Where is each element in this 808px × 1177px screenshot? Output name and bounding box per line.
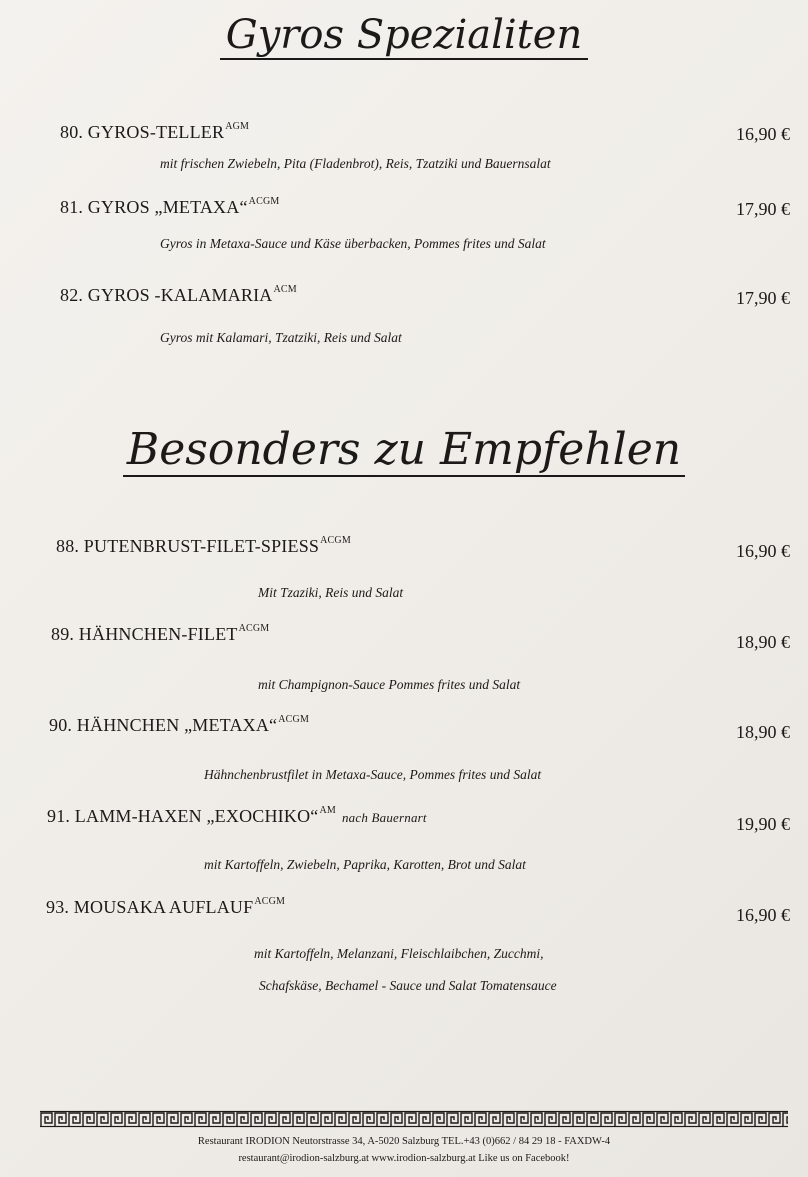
- menu-item-price: 18,90 €: [736, 632, 790, 652]
- section-title-recommended: Besonders zu Empfehlen: [0, 424, 808, 477]
- section-title-gyros: Gyros Spezialiten: [0, 12, 808, 60]
- menu-item-name: 88. PUTENBRUST-$FILET-SPIESS^{ACGM}$: [56, 535, 351, 556]
- greek-key-border: [40, 1110, 788, 1128]
- menu-item-description: Gyros mit Kalamari, Tzatziki, Reis und Salat: [160, 330, 402, 345]
- menu-item-name: 89. HÄHNCHEN-$FILET^{ACGM}$: [51, 623, 270, 644]
- menu-item-price: 19,90 €: [736, 814, 790, 834]
- menu-item-description: mit Champignon-Sauce Pommes frites und Salat: [258, 677, 521, 692]
- menu-item-description: mit Kartoffeln, Zwiebeln, Paprika, Karotten, Brot und Salat: [204, 857, 526, 872]
- menu-item-price: 18,90 €: [736, 722, 790, 742]
- footer-address: Restaurant IRODION Neutorstrasse 34, A-5020 Salzburg TEL.+43 (0)662 / 84 29 18 - FAXDW-4: [197, 1136, 611, 1147]
- menu-item-name: 91. LAMM-HAXEN „EXOCHIKO“$^{AM}$ nach Bauernart: [47, 805, 427, 826]
- menu-item-description: Schafskäse, Bechamel - Sauce und Salat Tomatensauce: [259, 978, 557, 993]
- menu-item-price: 16,90 €: [736, 124, 790, 144]
- menu-item-name: 93. MOUSAKA $AUFLAUF^{ACGM}$: [46, 896, 286, 917]
- menu-item-price: 16,90 €: [736, 905, 790, 925]
- menu-item-description: Hähnchenbrustfilet in Metaxa-Sauce, Pommes frites und Salat: [204, 767, 542, 782]
- menu-item-price: 17,90 €: [736, 199, 790, 219]
- footer-contact: restaurant@irodion-salzburg.at www.irodion-salzburg.at Like us on Facebook!: [238, 1153, 570, 1164]
- menu-item-description: mit frischen Zwiebeln, Pita (Fladenbrot), Reis, Tzatziki und Bauernsalat: [160, 156, 551, 171]
- menu-item-description: Gyros in Metaxa-Sauce und Käse überbacken, Pommes frites und Salat: [160, 236, 546, 251]
- menu-item-description: mit Kartoffeln, Melanzani, Fleischlaibchen, Zucchmi,: [254, 946, 544, 961]
- menu-item-price: 17,90 €: [736, 288, 790, 308]
- menu-item-name: 90. HÄHNCHEN „METAXA“$^{ACGM}$: [49, 714, 310, 735]
- menu-item-description: Mit Tzaziki, Reis und Salat: [258, 585, 404, 600]
- menu-item-name: 82. GYROS $-KALAMARIA^{ACM}$: [60, 284, 297, 305]
- menu-item-name: 80. GYROS-$TELLER^{AGM}$: [60, 121, 250, 142]
- menu-item-price: 16,90 €: [736, 541, 790, 561]
- menu-item-name: 81. GYROS „METAXA“$^{ACGM}$: [60, 196, 280, 217]
